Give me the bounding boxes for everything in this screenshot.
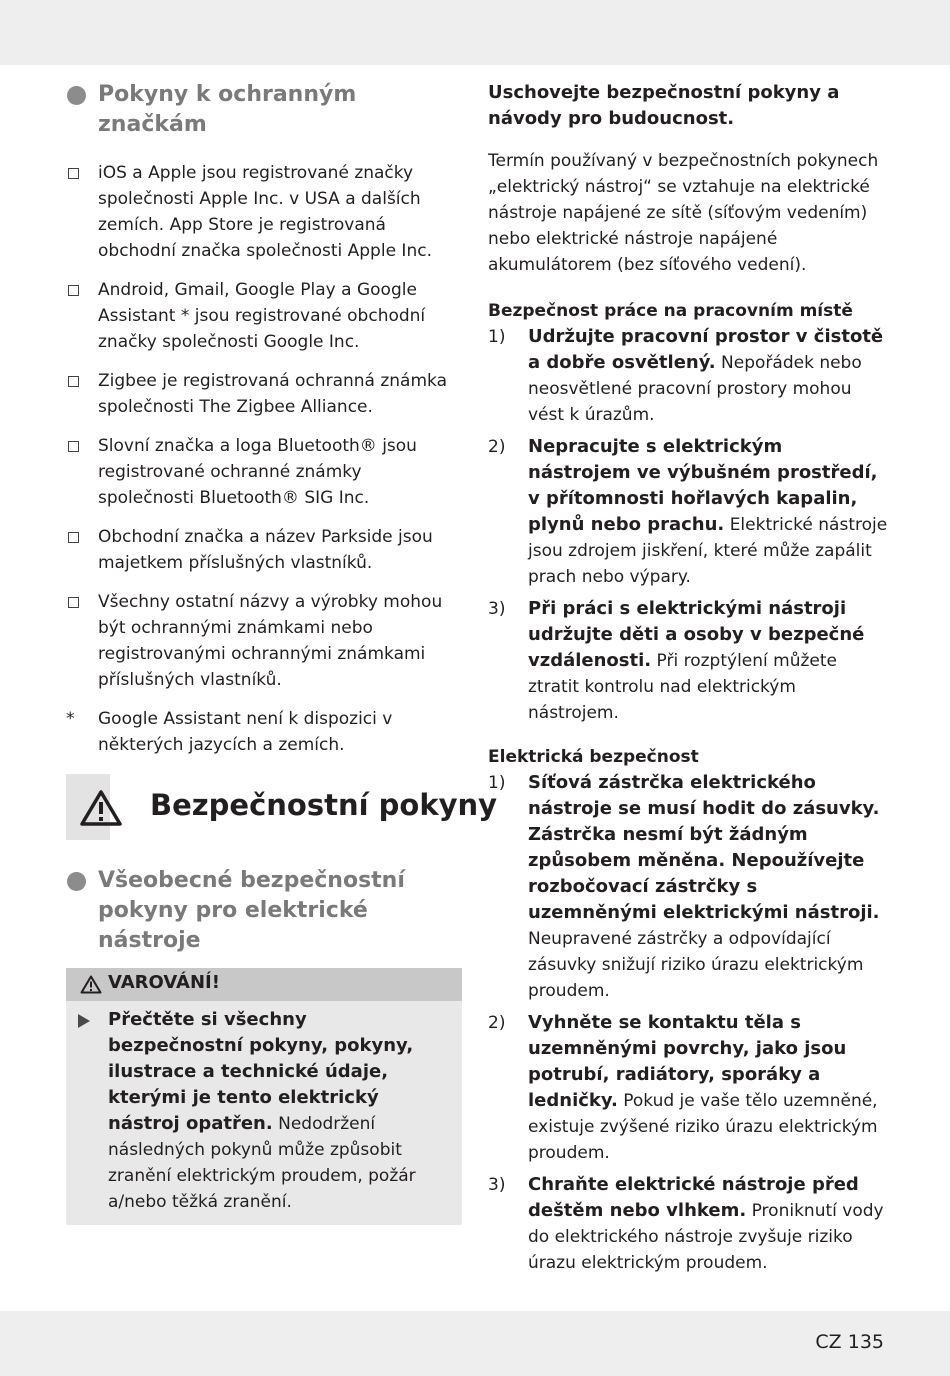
warning-bold-text: Přečtěte si všechny bezpečnostní pokyny, pokyny, ilustrace a technické údaje, kterými je tento elektrický nástroj opatřen. xyxy=(108,1009,414,1134)
list-item: Zigbee je registrovaná ochranná známka společnosti The Zigbee Alliance. xyxy=(66,368,462,420)
list-item: 1) Udržujte pracovní prostor v čistotě a dobře osvětlený. Nepořádek nebo neosvětlené pracovní prostory mohou vést k úrazům. xyxy=(488,326,884,425)
warning-text: Nedodržení následných pokynů může způsobit zranění elektrickým proudem, požár a/nebo těžká zranění. xyxy=(108,1114,416,1212)
right-column xyxy=(488,80,888,1282)
keep-instructions-note: Uschovejte bezpečnostní pokyny a návody pro budoucnost. xyxy=(488,82,840,129)
safety-section-header xyxy=(66,774,498,840)
workplace-heading: Bezpečnost práce na pracovním místě xyxy=(488,301,853,321)
electrical-heading: Elektrická bezpečnost xyxy=(488,747,699,767)
list-item: 2) Vyhněte se kontaktu těla s uzemněnými povrchy, jako jsou potrubí, radiátory, sporáky a ledničky. Pokud je vaše tělo uzemněné, existuje zvýšené riziko úrazu elektrickým proudem. xyxy=(488,1012,878,1163)
bullet-dot-icon xyxy=(67,86,86,105)
warning-triangle-icon xyxy=(79,789,123,827)
footnote-marker: * xyxy=(66,709,75,729)
left-column xyxy=(66,80,498,1225)
list-item: 1) Síťová zástrčka elektrického nástroje se musí hodit do zásuvky. Zástrčka nesmí být žádným způsobem měněna. Nepoužívejte rozbočovací zástrčky s uzemněnými elektrickými nástroji. Neupravené zástrčky a odpovídající zásuvky snižují riziko úrazu elektrickým proudem. xyxy=(488,772,880,1001)
warning-icon-box xyxy=(66,774,110,840)
term-note: Termín používaný v bezpečnostních pokynech „elektrický nástroj“ se vztahuje na elektrické nástroje napájené ze sítě (síťovým vedením) nebo elektrické nástroje napájené akumulátorem (bez síťového vedení). xyxy=(488,151,879,275)
list-item: iOS a Apple jsou registrované značky společnosti Apple Inc. v USA a dalších zemích. App Store je registrovaná obchodní značka společnosti Apple Inc. xyxy=(66,160,462,264)
list-item: 3) Při práci s elektrickými nástroji udržujte děti a osoby v bezpečné vzdálenosti. Při rozptýlení můžete ztratit kontrolu nad elektrickým nástrojem. xyxy=(488,598,865,723)
checkbox-square-icon xyxy=(68,168,79,179)
warning-body xyxy=(66,1001,462,1225)
warning-triangle-icon xyxy=(80,975,102,994)
bullet-dot-icon xyxy=(67,872,86,891)
checkbox-square-icon xyxy=(68,285,79,296)
list-item: 3) Chraňte elektrické nástroje před deštěm nebo vlhkem. Proniknutí vody do elektrického nástroje zvyšuje riziko úrazu elektrickým proudem. xyxy=(488,1174,884,1273)
checkbox-square-icon xyxy=(68,441,79,452)
page-number: CZ 135 xyxy=(815,1331,884,1353)
arrow-right-icon xyxy=(78,1014,90,1028)
warning-header xyxy=(66,968,462,1001)
safety-title: Bezpečnostní pokyny xyxy=(150,788,498,822)
footer-bar xyxy=(0,1311,950,1376)
checkbox-square-icon xyxy=(68,376,79,387)
trademarks-list xyxy=(66,160,462,758)
list-item: Všechny ostatní názvy a výrobky mohou být ochrannými známkami nebo registrovanými ochrannými známkami příslušných vlastníků. xyxy=(66,589,462,693)
warning-label: VAROVÁNÍ! xyxy=(108,972,220,993)
footnote: * Google Assistant není k dispozici v některých jazycích a zemích. xyxy=(66,706,462,758)
checkbox-square-icon xyxy=(68,597,79,608)
trademarks-heading: Pokyny k ochranným značkám xyxy=(66,80,462,140)
general-safety-heading: Všeobecné bezpečnostní pokyny pro elektrické nástroje xyxy=(66,866,462,956)
electrical-list xyxy=(488,770,888,1276)
checkbox-square-icon xyxy=(68,532,79,543)
workplace-list xyxy=(488,324,888,726)
list-item: Obchodní značka a název Parkside jsou majetkem příslušných vlastníků. xyxy=(66,524,462,576)
header-bar xyxy=(0,0,950,65)
list-item: Android, Gmail, Google Play a Google Assistant * jsou registrované obchodní značky společnosti Google Inc. xyxy=(66,277,462,355)
warning-box xyxy=(66,968,462,1225)
list-item: Slovní značka a loga Bluetooth® jsou registrované ochranné známky společnosti Bluetooth® SIG Inc. xyxy=(66,433,462,511)
list-item: 2) Nepracujte s elektrickým nástrojem ve výbušném prostředí, v přítomnosti hořlavých kapalin, plynů nebo prachu. Elektrické nástroje jsou zdrojem jiskření, které může zapálit prach nebo výpary. xyxy=(488,436,888,587)
